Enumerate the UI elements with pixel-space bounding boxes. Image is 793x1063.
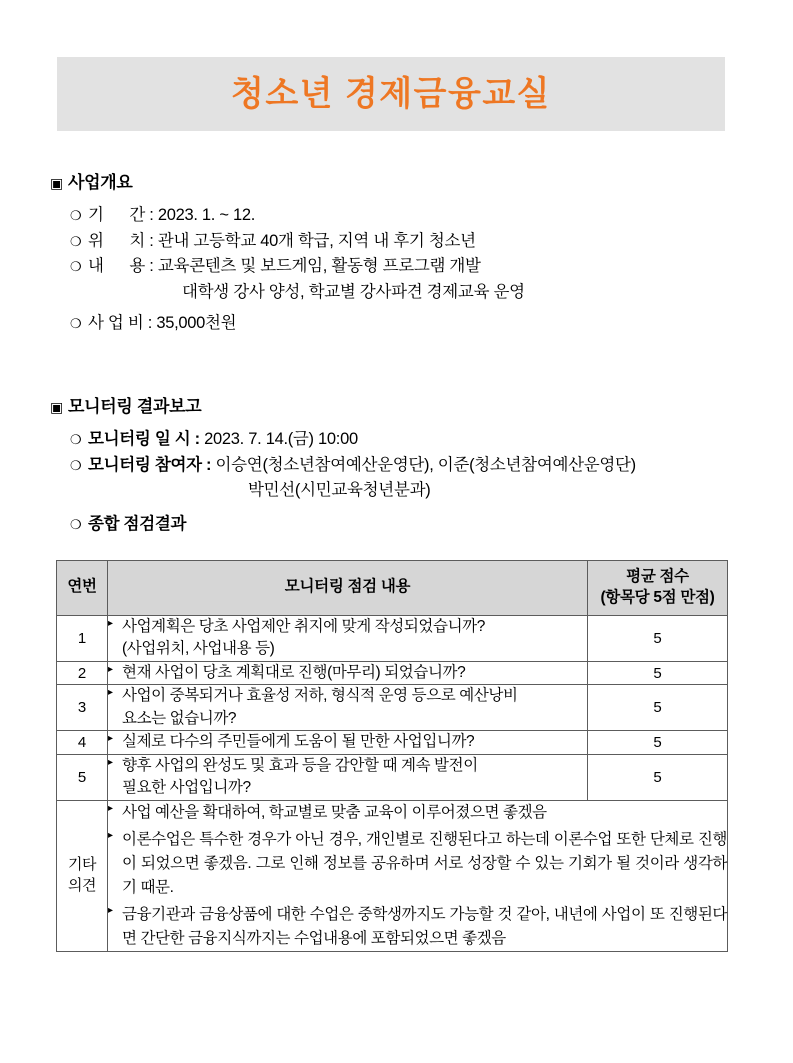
- triangle-bullet-icon: ▸: [108, 802, 113, 814]
- overview-item-budget-label: 사 업 비 :: [88, 314, 157, 333]
- monitoring-result-table: [56, 560, 728, 952]
- circle-marker-icon: ❍: [70, 457, 82, 473]
- overview-item-content-label: 내 용 :: [88, 257, 158, 276]
- square-marker-icon: ▣: [50, 399, 63, 415]
- monitoring-datetime-value: 2023. 7. 14.(금) 10:00: [204, 430, 358, 448]
- row-content-subline: (사업위치, 사업내용 등): [122, 640, 275, 658]
- circle-marker-icon: ❍: [70, 316, 82, 332]
- overview-item-content-continuation: 대학생 강사 양성, 학교별 강사파견 경제교육 운영: [182, 282, 525, 301]
- monitoring-result-heading-label: 종합 점검결과: [88, 514, 187, 533]
- row-content-line: 사업이 중복되거나 효율성 저하, 형식적 운영 등으로 예산낭비: [122, 687, 518, 705]
- table-row: [57, 685, 728, 731]
- monitoring-participants: [70, 453, 793, 479]
- row-content: [108, 754, 588, 800]
- etc-opinions-label-line2: 의견: [68, 876, 96, 894]
- row-score: 5: [588, 685, 728, 731]
- circle-marker-icon: ❍: [70, 516, 82, 532]
- triangle-bullet-icon: ▸: [108, 733, 113, 745]
- row-content-item: [108, 685, 587, 707]
- etc-opinions-label: [57, 800, 108, 951]
- triangle-bullet-icon: ▸: [108, 617, 113, 629]
- row-content-line: 현재 사업이 당초 계획대로 진행(마무리) 되었습니까?: [122, 663, 466, 681]
- title-banner: [57, 57, 725, 131]
- row-score: 5: [588, 661, 728, 684]
- circle-marker-icon: ❍: [70, 233, 82, 249]
- section-overview: [0, 168, 793, 337]
- table-header-row: [57, 561, 728, 616]
- table-header-content: 모니터링 점검 내용: [108, 561, 588, 616]
- overview-item-content-value: 교육콘텐츠 및 보드게임, 활동형 프로그램 개발: [157, 257, 481, 276]
- circle-marker-icon: ❍: [70, 432, 82, 447]
- monitoring-participants-label: 모니터링 참여자 :: [88, 455, 216, 474]
- monitoring-participants-value: 이승연(청소년참여예산운영단), 이준(청소년참여예산운영단): [215, 455, 636, 474]
- overview-item-location-value: 관내 고등학교 40개 학급, 지역 내 후기 청소년: [157, 231, 476, 250]
- overview-item-budget: [70, 311, 793, 337]
- overview-item-location-label: 위 치 :: [88, 231, 158, 250]
- row-score: 5: [588, 754, 728, 800]
- overview-heading: [50, 168, 793, 193]
- row-content-item: [108, 755, 587, 777]
- monitoring-result-table-wrapper: [56, 560, 727, 952]
- etc-opinions-body: [108, 800, 728, 951]
- row-content-subline: 요소는 없습니까?: [122, 709, 237, 727]
- overview-item-period-label: 기 간 :: [88, 206, 158, 224]
- triangle-bullet-icon: ▸: [108, 663, 113, 675]
- table-row: [57, 731, 728, 754]
- row-content-line: 사업계획은 당초 사업제안 취지에 맞게 작성되었습니까?: [122, 617, 485, 635]
- row-content-item: [108, 662, 587, 684]
- section-monitoring: [0, 392, 793, 537]
- row-number: 5: [57, 754, 108, 800]
- table-header-score-line1: 평균 점수: [626, 568, 689, 585]
- row-content-subline: 필요한 사업입니까?: [122, 779, 251, 797]
- table-header-score: [588, 561, 728, 616]
- triangle-bullet-icon: ▸: [108, 904, 113, 916]
- overview-item-budget-value: 35,000천원: [156, 314, 237, 333]
- monitoring-datetime: [70, 427, 793, 453]
- overview-item-content: [70, 254, 793, 280]
- row-content-item: [108, 731, 587, 753]
- row-content: [108, 685, 588, 731]
- table-row-etc-opinions: [57, 800, 728, 951]
- row-content: [108, 731, 588, 754]
- overview-item-location: [70, 229, 793, 255]
- table-header-no: 연번: [57, 561, 108, 616]
- etc-opinion-item: [108, 903, 727, 951]
- monitoring-participants-continuation: 박민선(시민교육청년분과): [248, 481, 431, 500]
- page-title: 청소년 경제금융교실: [230, 75, 552, 113]
- triangle-bullet-icon: ▸: [108, 829, 113, 841]
- circle-marker-icon: ❍: [70, 208, 82, 223]
- table-row: [57, 615, 728, 661]
- table-header-score-line2: (항목당 5점 만점): [600, 588, 715, 606]
- row-number: 3: [57, 685, 108, 731]
- row-score: 5: [588, 615, 728, 661]
- row-number: 2: [57, 661, 108, 684]
- square-marker-icon: ▣: [50, 175, 63, 191]
- monitoring-heading-label: 모니터링 결과보고: [68, 397, 202, 416]
- triangle-bullet-icon: ▸: [108, 687, 113, 699]
- row-score: 5: [588, 731, 728, 754]
- etc-opinion-item: [108, 801, 727, 825]
- row-content-line: 향후 사업의 완성도 및 효과 등을 감안할 때 계속 발전이: [122, 756, 478, 774]
- row-content: [108, 661, 588, 684]
- row-number: 1: [57, 615, 108, 661]
- row-content-item: [108, 616, 587, 638]
- etc-opinion-text: 사업 예산을 확대하여, 학교별로 맞춤 교육이 이루어졌으면 좋겠음: [122, 803, 547, 821]
- triangle-bullet-icon: ▸: [108, 756, 113, 768]
- overview-heading-label: 사업개요: [68, 173, 133, 192]
- row-number: 4: [57, 731, 108, 754]
- row-content-line: 실제로 다수의 주민들에게 도움이 될 만한 사업입니까?: [122, 733, 475, 751]
- table-row: [57, 661, 728, 684]
- etc-opinions-label-line1: 기타: [68, 856, 96, 874]
- overview-item-period-value: 2023. 1. ~ 12.: [157, 206, 256, 224]
- etc-opinion-text: 금융기관과 금융상품에 대한 수업은 중학생까지도 가능할 것 같아, 내년에 사업이 또 진행된다면 간단한 금융지식까지는 수업내용에 포함되었으면 좋겠음: [122, 905, 727, 947]
- row-content: [108, 615, 588, 661]
- monitoring-datetime-label: 모니터링 일 시 :: [88, 430, 205, 448]
- etc-opinion-item: [108, 828, 727, 900]
- table-row: [57, 754, 728, 800]
- monitoring-heading: [50, 392, 793, 417]
- overview-item-period: [70, 203, 793, 229]
- monitoring-result-heading: [70, 512, 793, 538]
- etc-opinion-text: 이론수업은 특수한 경우가 아닌 경우, 개인별로 진행된다고 하는데 이론수업 또한 단체로 진행이 되었으면 좋겠음. 그로 인해 정보를 공유하며 서로 성장할 수 있는 기회가 될 것이라 생각하기 때문.: [122, 830, 727, 896]
- circle-marker-icon: ❍: [70, 259, 82, 275]
